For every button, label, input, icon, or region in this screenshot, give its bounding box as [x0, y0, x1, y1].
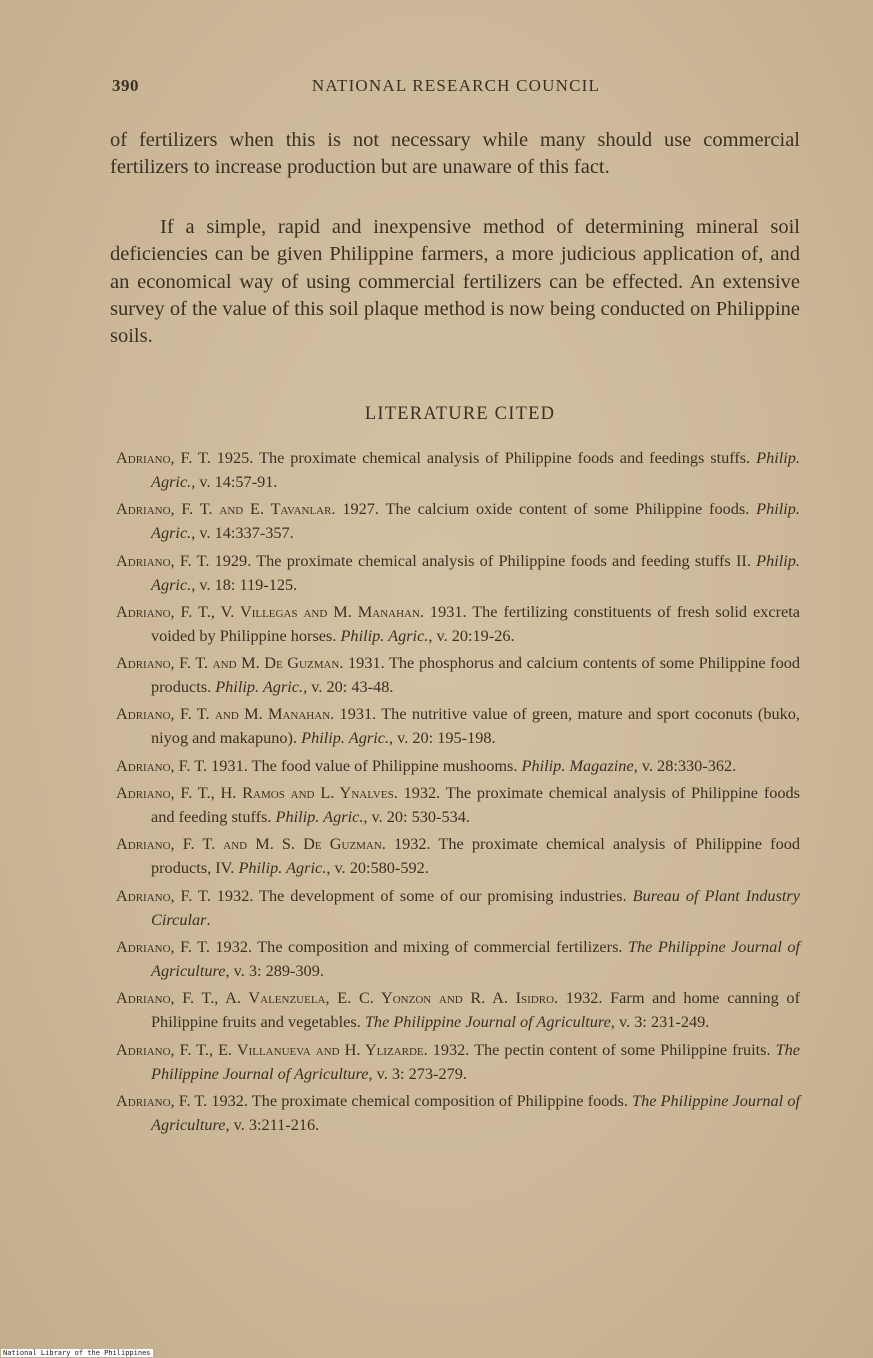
reference-volume: , v. 14:337-357. [191, 523, 294, 543]
reference-volume: , v. 20:580-592. [326, 858, 429, 878]
reference-item [116, 832, 800, 880]
reference-volume: , v. 28:330-362. [633, 755, 737, 775]
reference-item [116, 935, 800, 983]
reference-journal: Philip. Agric. [151, 550, 800, 594]
reference-journal: The Philippine Journal of Agriculture [364, 1012, 611, 1032]
reference-year-title: 1931. The food value of Philippine mushooms. [207, 755, 522, 775]
reference-volume: , v. 3: 289-309. [225, 960, 324, 980]
running-head [112, 76, 800, 100]
reference-item [116, 549, 800, 597]
reference-item [116, 754, 800, 778]
reference-authors: Adriano, F. T., H. Ramos and L. Ynalves. [116, 783, 398, 803]
section-heading-literature-cited: LITERATURE CITED [364, 404, 556, 424]
library-credit: National Library of the Philippines [3, 1349, 151, 1357]
reference-item [116, 884, 800, 932]
reference-volume: , v. 14:57-91. [191, 472, 278, 491]
reference-authors: Adriano, F. T. [116, 1090, 208, 1110]
reference-item [116, 702, 800, 750]
reference-item [116, 651, 800, 699]
reference-year-title: 1932. The proximate chemical composition of Philippine foods. [207, 1090, 633, 1110]
reference-volume: , v. 18: 119-125. [191, 574, 298, 594]
reference-year-title: 1927. The calcium oxide content of some Philippine foods. [335, 499, 757, 519]
reference-authors: Adriano, F. T. [116, 448, 211, 467]
reference-year-title: 1925. The proximate chemical analysis of Philippine foods and feedings stuffs. [210, 448, 757, 467]
reference-volume: , v. 20: 43-48. [303, 677, 394, 697]
reference-journal: Philip. Agric. [340, 625, 429, 645]
reference-volume: , v. 20: 195-198. [389, 728, 496, 748]
reference-journal: The Philippine Journal of Agriculture [151, 936, 800, 980]
reference-year-title: 1932. The pectin content of some Philippine fruits. [427, 1039, 776, 1059]
reference-year-title: 1932. The composition and mixing of commercial fertilizers. [209, 936, 628, 956]
reference-volume: , v. 3: 231-249. [610, 1012, 710, 1032]
reference-authors: Adriano, F. T. and M. S. De Guzman. [116, 834, 386, 854]
body-paragraph-2: If a simple, rapid and inexpensive method of determining mineral soil deficiencies can be given Philippine farmers, a more judicious application of, and an economical way of using commercial fertilizers can be effected. An extensive survey of the value of this soil plaque method is now being conducted on Philippine soils. [110, 216, 800, 348]
reference-item [116, 1089, 800, 1137]
reference-authors: Adriano, F. T., V. Villegas and M. Manahan. [116, 601, 424, 621]
reference-journal: The Philippine Journal of Agriculture [151, 1090, 800, 1134]
reference-item [116, 600, 800, 648]
reference-year-title: 1931. The nutritive value of green, mature and sport coconuts (buko, niyog and makapuno). [151, 704, 800, 748]
reference-journal: Philip. Agric. [275, 807, 364, 827]
page-number: 390 [112, 76, 139, 95]
reference-year-title: 1929. The proximate chemical analysis of Philippine foods and feeding stuffs II. [209, 550, 757, 570]
reference-journal: Philip. Agric. [215, 677, 304, 697]
reference-volume: , v. 3: 273-279. [368, 1063, 467, 1083]
reference-journal: Philip. Agric. [301, 728, 390, 748]
reference-journal: Bureau of Plant Industry Circular [151, 885, 800, 929]
reference-volume: , v. 20: 530-534. [363, 807, 470, 827]
reference-item [116, 1038, 800, 1086]
reference-authors: Adriano, F. T., A. Valenzuela, E. C. Yonzon and R. A. Isidro. [116, 988, 559, 1008]
reference-year-title: 1932. The proximate chemical analysis of Philippine food products, IV. [151, 834, 800, 878]
reference-authors: Adriano, F. T. and M. De Guzman. [116, 653, 344, 673]
reference-volume: , v. 20:19-26. [428, 625, 515, 645]
reference-journal: The Philippine Journal of Agriculture [151, 1039, 800, 1083]
reference-authors: Adriano, F. T. and E. Tavanlar. [116, 499, 336, 519]
reference-journal: Philip. Agric. [151, 499, 800, 543]
reference-year-title: 1932. The development of some of our promising industries. [210, 885, 633, 905]
reference-year-title: 1931. The phosphorus and calcium contents of some Philippine food products. [151, 653, 800, 697]
reference-volume: . [206, 909, 211, 929]
reference-authors: Adriano, F. T., E. Villanueva and H. Ylizarde. [116, 1039, 428, 1059]
reference-journal: Philip. Magazine [521, 755, 634, 775]
reference-item [116, 781, 800, 829]
reference-item [116, 986, 800, 1034]
reference-journal: Philip. Agric. [238, 858, 327, 878]
reference-list [116, 446, 800, 1140]
reference-year-title: 1932. The proximate chemical analysis of Philippine foods and feeding stuffs. [151, 783, 801, 827]
reference-volume: , v. 3:211-216. [225, 1114, 320, 1134]
reference-year-title: 1932. Farm and home canning of Philippine fruits and vegetables. [151, 988, 800, 1032]
reference-journal: Philip. Agric. [151, 448, 800, 491]
reference-authors: Adriano, F. T. [116, 936, 210, 956]
reference-year-title: 1931. The fertilizing constituents of fresh solid excreta voided by Philippine horses. [151, 601, 800, 645]
running-title: NATIONAL RESEARCH COUNCIL [311, 76, 601, 95]
reference-item [116, 497, 800, 545]
reference-authors: Adriano, F. T. [116, 885, 211, 905]
reference-authors: Adriano, F. T. [116, 755, 208, 775]
body-paragraph-1: of fertilizers when this is not necessary while many should use commercial fertilizers to increase production but are unaware of this fact. [110, 129, 800, 179]
reference-item [116, 446, 800, 494]
reference-authors: Adriano, F. T. and M. Manahan. [116, 704, 335, 724]
reference-authors: Adriano, F. T. [116, 550, 210, 570]
